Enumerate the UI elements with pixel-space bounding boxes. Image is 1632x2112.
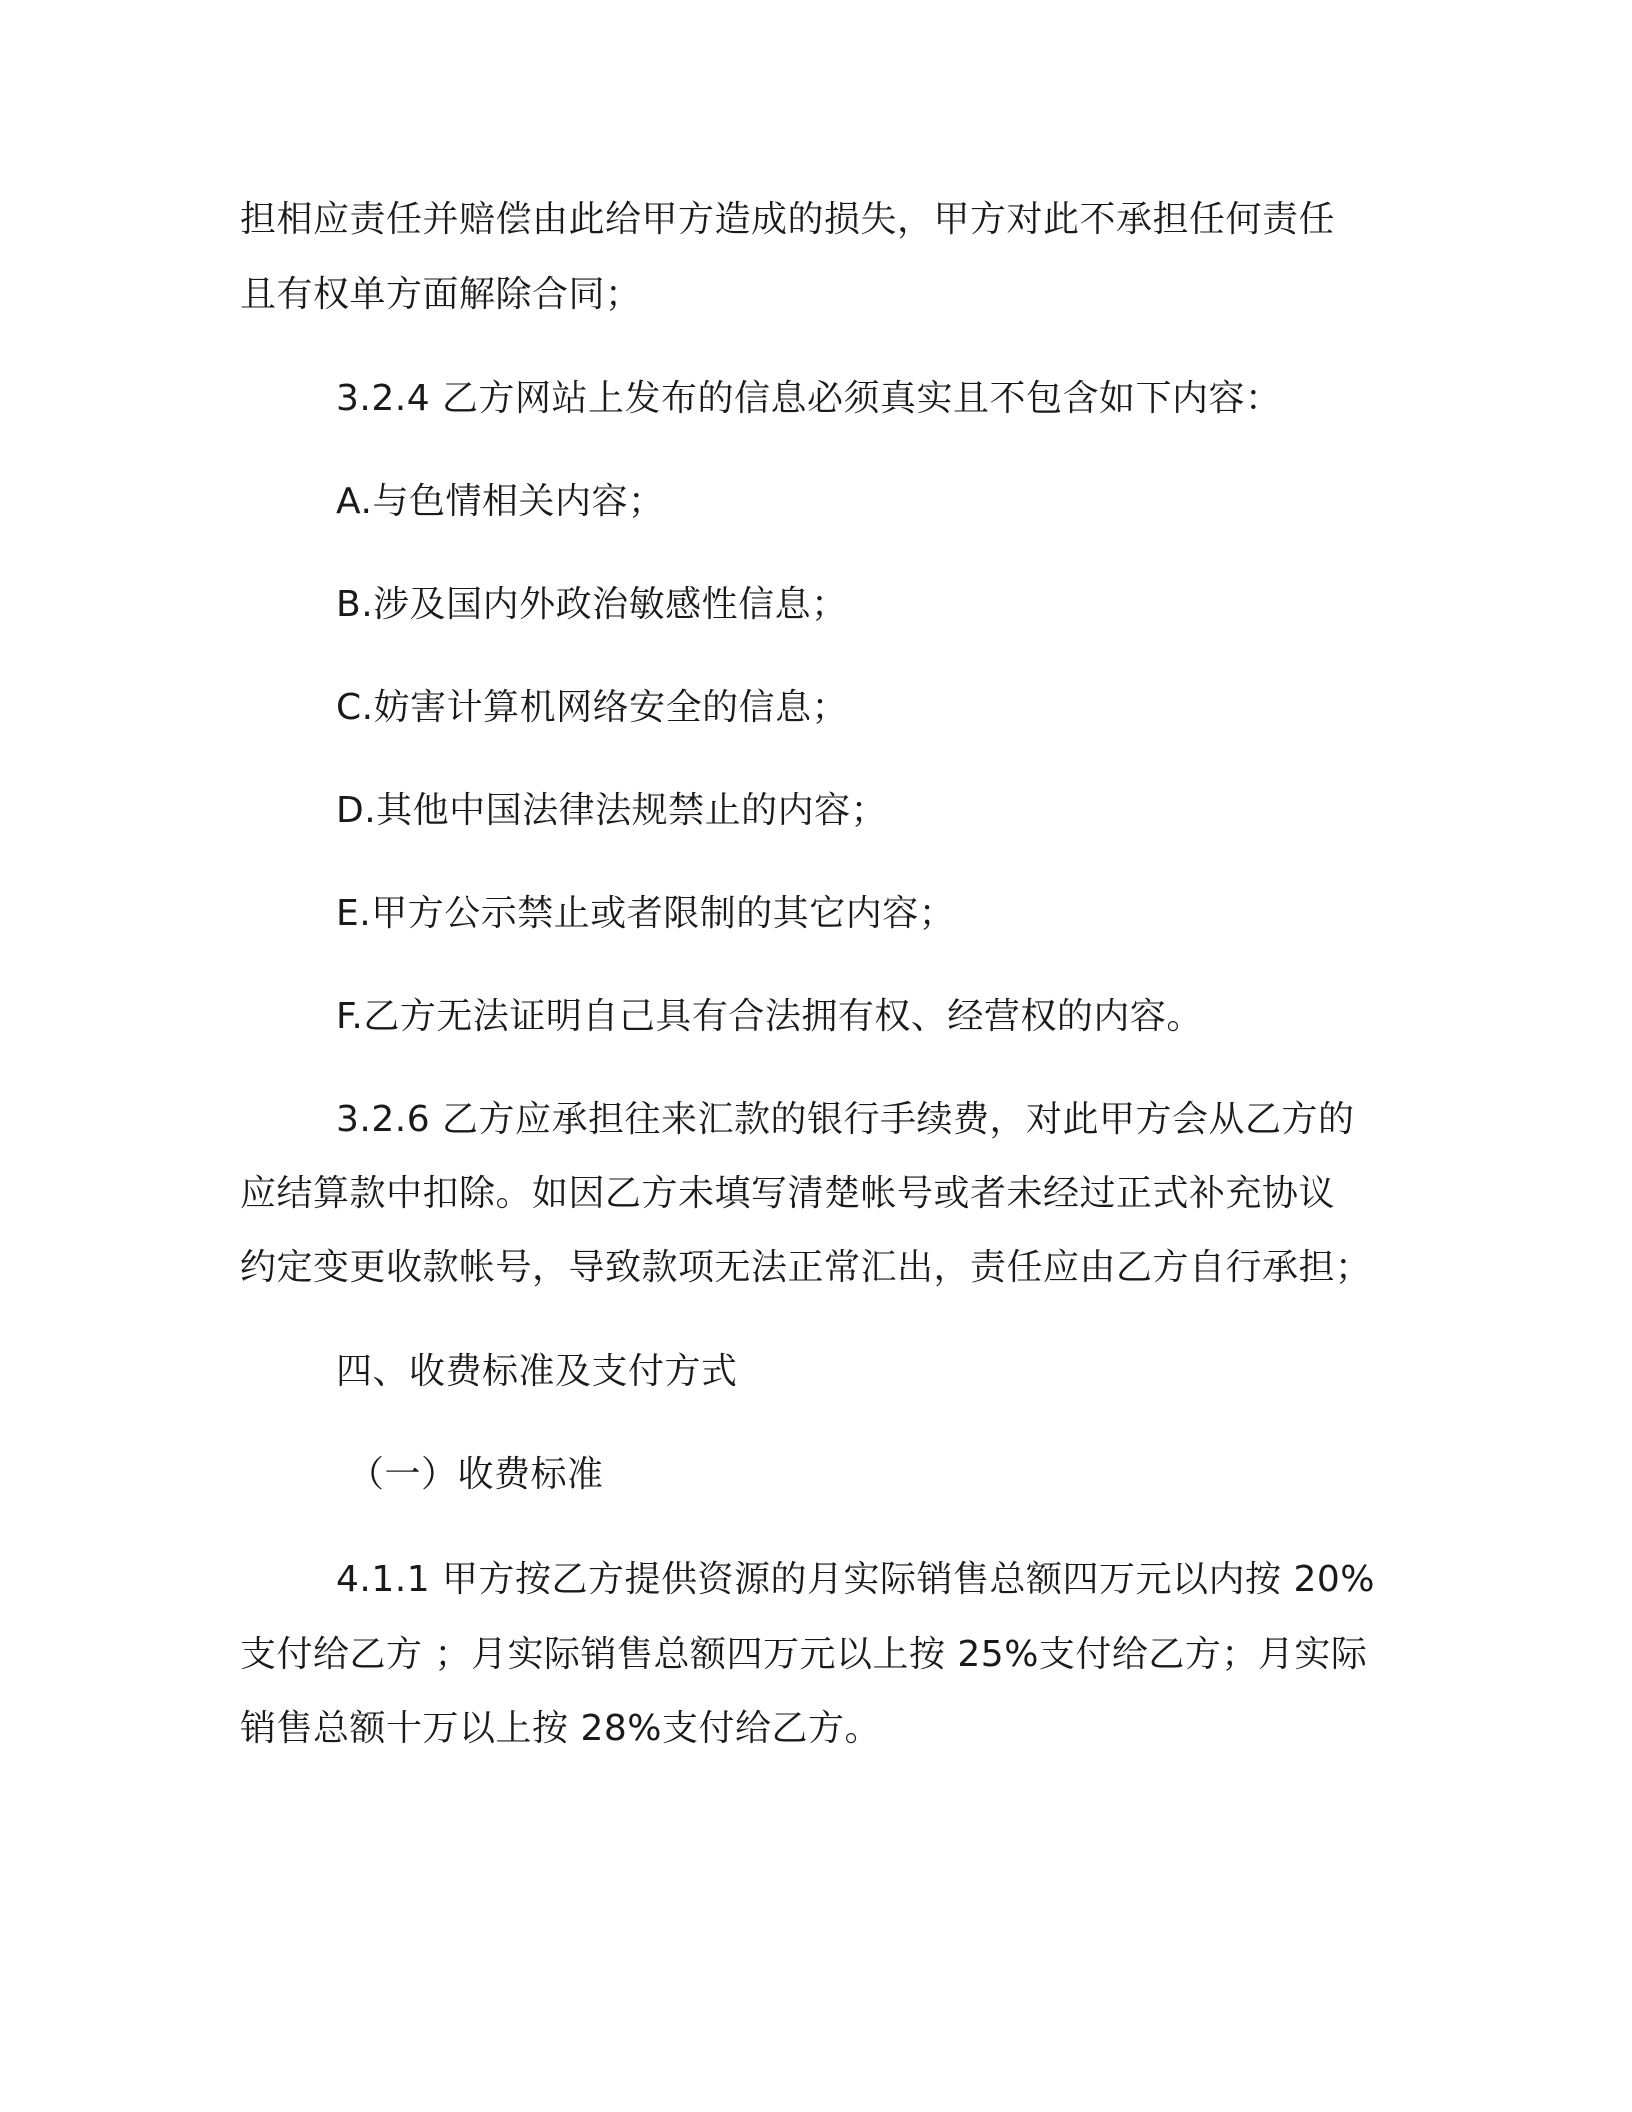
list-item-e: E.甲方公示禁止或者限制的其它内容； [336, 893, 956, 934]
paragraph-line: 且有权单方面解除合同； [240, 274, 642, 315]
list-item-f: F.乙方无法证明自己具有合法拥有权、经营权的内容。 [336, 996, 1203, 1037]
list-item-b: B.涉及国内外政治敏感性信息； [336, 584, 848, 625]
paragraph-line: 支付给乙方 ；月实际销售总额四万元以上按 25%支付给乙方；月实际 [240, 1634, 1368, 1675]
paragraph-line: 销售总额十万以上按 28%支付给乙方。 [240, 1708, 881, 1749]
section-four-heading: 四、收费标准及支付方式 [336, 1351, 738, 1392]
list-item-c: C.妨害计算机网络安全的信息； [336, 687, 849, 728]
clause-4-1-1-line: 4.1.1 甲方按乙方提供资源的月实际销售总额四万元以内按 20% [336, 1559, 1376, 1600]
paragraph-line: 担相应责任并赔偿由此给甲方造成的损失，甲方对此不承担任何责任 [240, 199, 1336, 240]
paragraph-line: 约定变更收款帐号，导致款项无法正常汇出，责任应由乙方自行承担； [240, 1247, 1372, 1288]
list-item-d: D.其他中国法律法规禁止的内容； [336, 790, 888, 831]
subsection-fee-heading: （一）收费标准 [348, 1454, 604, 1495]
clause-3-2-6-line: 3.2.6 乙方应承担往来汇款的银行手续费，对此甲方会从乙方的 [336, 1099, 1355, 1140]
list-item-a: A.与色情相关内容； [336, 481, 665, 522]
clause-3-2-4-heading: 3.2.4 乙方网站上发布的信息必须真实且不包含如下内容： [336, 378, 1282, 419]
paragraph-line: 应结算款中扣除。如因乙方未填写清楚帐号或者未经过正式补充协议 [240, 1173, 1336, 1214]
